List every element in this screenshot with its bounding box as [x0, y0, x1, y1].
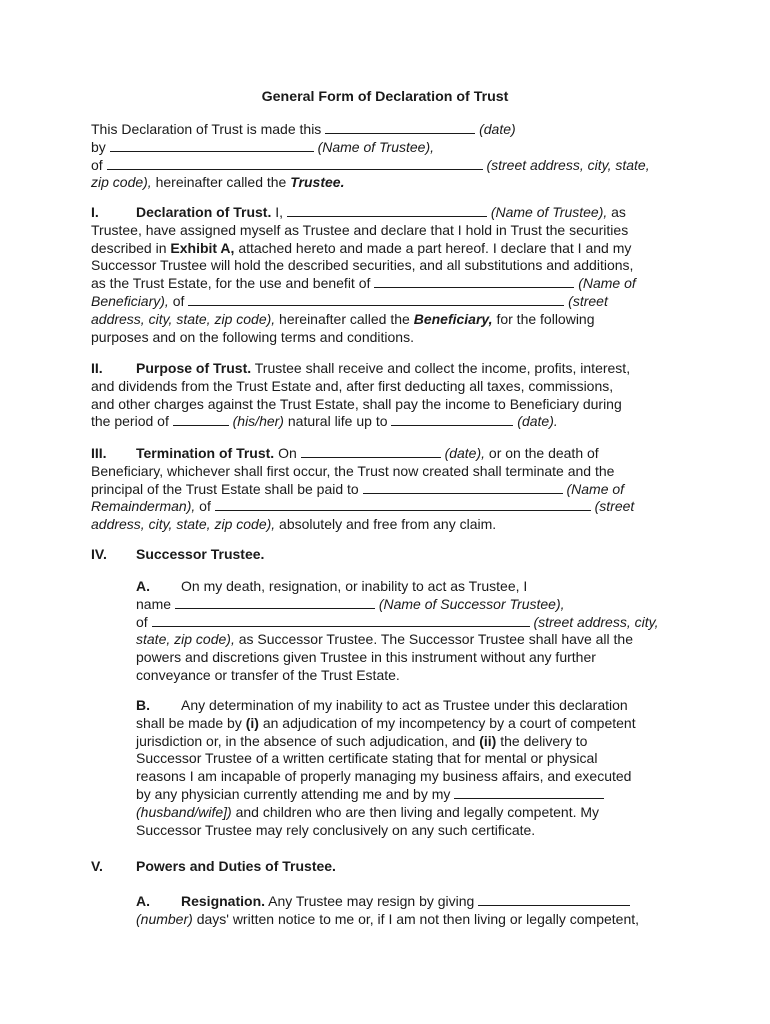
date-blank[interactable] [391, 413, 513, 426]
text: absolutely and free from any claim. [279, 516, 497, 533]
section-heading: Termination of Trust. [136, 445, 275, 461]
zip-hint: zip code), [91, 174, 152, 191]
text: the delivery to [500, 732, 588, 749]
remainderman-name-blank[interactable] [363, 481, 563, 494]
text: as [611, 204, 626, 220]
section-5a [136, 893, 681, 929]
text: (his/her) [232, 413, 284, 430]
text: address, city, state, zip code), [91, 516, 276, 533]
text: On [278, 445, 297, 461]
successor-name-blank[interactable] [175, 596, 375, 609]
notice-days-blank[interactable] [478, 893, 630, 906]
text: Trustee shall receive and collect the income, profits, interest, [254, 360, 631, 376]
text: Remainderman), [91, 498, 196, 515]
trustee-name-hint: (Name of Trustee), [490, 204, 608, 220]
text: attached hereto and made a part hereof. I declare that I and my [238, 239, 632, 256]
exhibit-ref: Exhibit A, [170, 239, 235, 256]
trustee-term: Trustee. [290, 174, 345, 191]
date-blank[interactable] [325, 121, 475, 134]
text: shall be made by [136, 714, 242, 731]
subsection-label: A. [136, 578, 150, 594]
trustee-name-hint: (Name of Trustee), [317, 138, 435, 155]
text: (date), [444, 445, 486, 461]
text: (husband/wife]) [136, 803, 232, 820]
date-blank[interactable] [301, 445, 441, 458]
text: principal of the Trust Estate shall be paid to [91, 480, 359, 497]
text: (street address, city, [533, 613, 659, 630]
text: Successor Trustee will hold the described securities, and all substitutions and additions, [91, 257, 634, 274]
section-4a [136, 578, 681, 685]
subsection-heading: Resignation. [181, 893, 266, 909]
text: Successor Trustee may rely conclusively on any such certificate. [136, 821, 536, 838]
section-number: I. [91, 204, 99, 220]
text: hereinafter called the [279, 310, 410, 327]
section-4 [91, 546, 681, 564]
text: of [199, 498, 211, 515]
text: natural life up to [287, 413, 388, 430]
text: (i) [245, 714, 259, 731]
text: On my death, resignation, or inability to act as Trustee, I [181, 578, 528, 594]
remainderman-address-blank[interactable] [215, 498, 591, 511]
section-1 [91, 204, 681, 346]
section-heading: Successor Trustee. [136, 546, 265, 562]
of-text: of [91, 156, 103, 173]
section-number: V. [91, 858, 103, 874]
section-number: IV. [91, 546, 107, 562]
text: as Successor Trustee. The Successor Trustee shall have all the [238, 631, 633, 648]
text: Successor Trustee of a written certificate stating that for mental or physical [136, 750, 598, 767]
section-heading: Purpose of Trust. [136, 360, 252, 376]
beneficiary-term: Beneficiary, [413, 310, 493, 327]
text: conveyance or transfer of the Trust Estate. [136, 666, 400, 683]
text: as the Trust Estate, for the use and benefit of [91, 275, 371, 292]
successor-address-blank[interactable] [152, 614, 530, 627]
trustee-name-blank[interactable] [287, 204, 487, 217]
date-hint: (date) [479, 121, 516, 137]
subsection-label: B. [136, 697, 150, 713]
trustee-name-blank[interactable] [110, 139, 314, 152]
text: by any physician currently attending me and by my [136, 785, 451, 802]
section-2 [91, 360, 681, 431]
text: and other charges against the Trust Estate, shall pay the income to Beneficiary during [91, 395, 622, 412]
text: (ii) [479, 732, 497, 749]
text: (date). [517, 413, 558, 430]
spouse-blank[interactable] [454, 786, 604, 799]
beneficiary-name-blank[interactable] [374, 275, 574, 288]
section-3 [91, 445, 681, 534]
text: or on the death of [488, 445, 599, 461]
text: the period of [91, 413, 169, 430]
section-number: III. [91, 445, 107, 461]
text: Beneficiary, whichever shall first occur, the Trust now created shall terminate and the [91, 462, 615, 479]
section-heading: Powers and Duties of Trustee. [136, 858, 336, 874]
text: for the following [496, 310, 595, 327]
section-5 [91, 858, 681, 876]
text: (street [568, 292, 608, 309]
text: Trustee, have assigned myself as Trustee and declare that I hold in Trust the securities [91, 221, 629, 238]
section-heading: Declaration of Trust. [136, 204, 272, 220]
text: Any Trustee may resign by giving [268, 893, 475, 909]
section-number: II. [91, 360, 103, 376]
by-text: by [91, 138, 106, 155]
text: Any determination of my inability to act as Trustee under this declaration [181, 697, 628, 713]
address-hint: (street address, city, state, [486, 156, 650, 173]
text: (Name of [566, 480, 625, 497]
text: and children who are then living and legally competent. My [235, 803, 600, 820]
text: name [136, 595, 172, 612]
text: Beneficiary), [91, 292, 169, 309]
text: (street [594, 498, 635, 515]
text: (number) [136, 910, 193, 927]
text: an adjudication of my incompetency by a court of competent [262, 714, 636, 731]
text: I, [275, 204, 284, 220]
intro-paragraph [91, 121, 681, 192]
section-4b [136, 697, 681, 839]
text: (Name of [578, 275, 636, 292]
text: described in [91, 239, 167, 256]
intro-text: This Declaration of Trust is made this [91, 121, 322, 137]
period-blank[interactable] [173, 413, 229, 426]
trustee-address-blank[interactable] [107, 157, 483, 170]
document-title: General Form of Declaration of Trust [261, 89, 509, 105]
beneficiary-address-blank[interactable] [188, 293, 564, 306]
text: purposes and on the following terms and conditions. [91, 328, 414, 345]
hereinafter-text: hereinafter called the [155, 174, 287, 191]
text: powers and discretions given Trustee in this instrument without any further [136, 649, 596, 666]
text: of [136, 613, 148, 630]
text: reasons I am incapable of properly managing my business affairs, and executed [136, 768, 632, 785]
text: and dividends from the Trust Estate and, after first deducting all taxes, commissions, [91, 377, 614, 394]
text: (Name of Successor Trustee), [378, 595, 565, 612]
text: of [172, 292, 185, 309]
text: days' written notice to me or, if I am not then living or legally competent, [196, 910, 640, 927]
subsection-label: A. [136, 893, 150, 909]
text: jurisdiction or, in the absence of such adjudication, and [136, 732, 476, 749]
text: address, city, state, zip code), [91, 310, 276, 327]
text: state, zip code), [136, 631, 235, 648]
